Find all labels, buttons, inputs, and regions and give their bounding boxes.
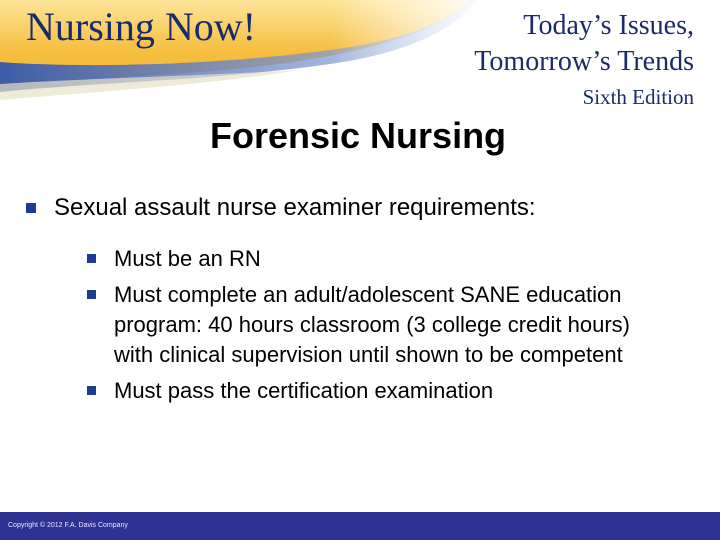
sub-bullet-list — [54, 244, 684, 406]
footer-bar — [0, 512, 720, 540]
sub-bullet-item — [85, 244, 654, 274]
sub-bullet-item — [85, 376, 654, 406]
slide-title: Forensic Nursing — [210, 115, 507, 156]
tagline-line-2: Tomorrow’s Trends — [474, 46, 694, 77]
sub-bullet-text: Must complete an adult/adolescent SANE education program: 40 hours classroom (3 college credit hours) with clinical supervision until shown to be competent — [114, 282, 631, 367]
bullet-text: Sexual assault nurse examiner requirements: — [54, 194, 536, 221]
tagline — [474, 8, 694, 80]
sub-bullet-text: Must pass the certification examination — [114, 378, 494, 403]
square-bullet-icon — [87, 290, 96, 299]
tagline-line-1: Today’s Issues, — [523, 10, 694, 41]
sub-bullet-item — [85, 280, 654, 370]
edition-label: Sixth Edition — [582, 85, 694, 109]
bullet-item — [24, 192, 684, 406]
bullet-list — [24, 192, 684, 406]
square-bullet-icon — [26, 203, 36, 213]
square-bullet-icon — [87, 254, 96, 263]
square-bullet-icon — [87, 386, 96, 395]
copyright-notice: Copyright © 2012 F.A. Davis Company — [8, 522, 128, 529]
sub-bullet-text: Must be an RN — [114, 246, 261, 271]
brand-title: Nursing Now! — [26, 4, 256, 49]
